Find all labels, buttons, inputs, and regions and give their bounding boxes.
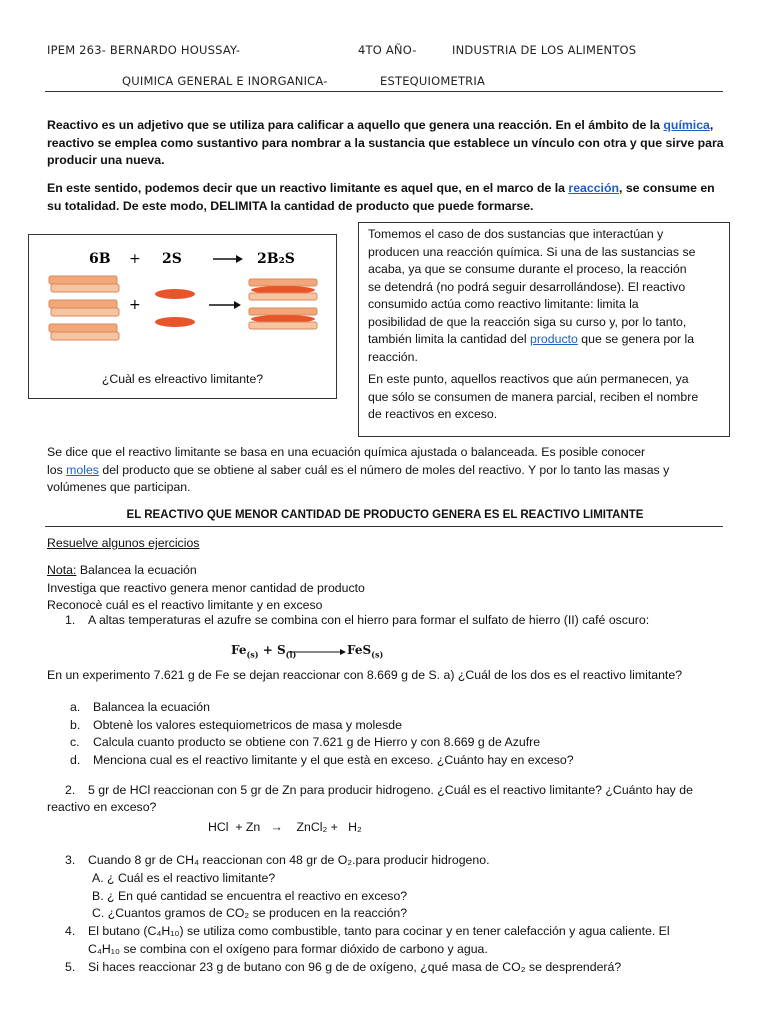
q3-sub-a: A. ¿ Cuál es el reactivo limitante? bbox=[92, 871, 276, 885]
sandwich-1 bbox=[249, 279, 317, 300]
figure-caption: ¿Cuàl es elreactivo limitante? bbox=[101, 372, 264, 386]
explanation-text: Tomemos el caso de dos sustancias que interactúan y producen una reacción química. Si una de las sustancias se acaba, ya que se consume durante el proceso, la reacción se detendrá (no podrá seguir desarrollándose). El reactivo consumido actúa como reactivo limitante: limita la posibilidad de que la reacción siga su curso y, por lo tanto, también limita la cantidad del producto que se genera por la reacción. En este punto, aquellos reactivos que aún permanecen, ya que sólo se consumen de manera parcial, reciben el nombre de reactivos en exceso. bbox=[368, 227, 699, 421]
q3-sub-b: B. ¿ En qué cantidad se encuentra el reactivo en exceso? bbox=[92, 888, 408, 903]
q2-text-2: reactivo en exceso? bbox=[47, 800, 157, 814]
figure-plus: + bbox=[129, 297, 141, 313]
disc-1 bbox=[155, 289, 195, 299]
q4-number: 4. bbox=[65, 924, 76, 938]
q2-number: 2. bbox=[65, 783, 76, 797]
eq-2s: 2S bbox=[162, 251, 182, 267]
balance-paragraph: Se dice que el reactivo limitante se basa en una ecuación química ajustada o balanceada. Es posible conocer los moles del producto que se obtiene al saber cuál es el número de moles del reactivo. Y por lo tanto las masas y volúmenes que participan. bbox=[47, 445, 670, 494]
exercises-title: Resuelve algunos ejercicios bbox=[47, 536, 200, 550]
header-course: INDUSTRIA DE LOS ALIMENTOS bbox=[452, 43, 637, 57]
q3-sub-c: C. ¿Cuantos gramos de CO₂ se producen en la reacción? bbox=[92, 906, 408, 920]
sandwich-2 bbox=[249, 308, 317, 329]
link-quimica[interactable]: química bbox=[663, 118, 710, 132]
q1-equation: $Fe_{(s)} + S_{(l)}$ bbox=[231, 643, 297, 660]
q1-sub-c: c. Calcula cuanto producto se obtiene con 7.621 g de Hierro y con 8.669 g de Azufre bbox=[70, 735, 541, 749]
eq-6b: 6B bbox=[89, 251, 111, 267]
link-reaccion[interactable]: reacción bbox=[568, 181, 619, 195]
q1-subitems bbox=[70, 699, 730, 769]
eq-arrowhead bbox=[236, 255, 243, 263]
link-producto[interactable]: producto bbox=[530, 332, 578, 346]
header-school: IPEM 263- BERNARDO HOUSSAY- bbox=[47, 43, 241, 57]
q1-arrow bbox=[288, 647, 348, 657]
header-topic: ESTEQUIOMETRIA bbox=[380, 74, 486, 88]
explanation-box bbox=[358, 222, 730, 437]
limiting-heading: EL REACTIVO QUE MENOR CANTIDAD DE PRODUCTO GENERA ES EL REACTIVO LIMITANTE bbox=[126, 509, 644, 521]
exercises-note: Nota: Balancea la ecuación Investiga que reactivo genera menor cantidad de producto Reconocè cuál es el reactivo limitante y en exceso bbox=[47, 563, 365, 612]
bread-stack-2 bbox=[49, 300, 119, 316]
q1-text: A altas temperaturas el azufre se combina con el hierro para formar el sulfato de hierro (II) café oscuro: bbox=[88, 613, 650, 627]
link-moles[interactable]: moles bbox=[66, 462, 99, 477]
q1-sub-d: d. Menciona cual es el reactivo limitante y el que està en exceso. ¿Cuánto hay en exceso? bbox=[70, 752, 574, 767]
q3-subitems bbox=[92, 870, 722, 923]
q2-text: 5 gr de HCl reaccionan con 5 gr de Zn para producir hidrogeno. ¿Cuál es el reactivo limitante? ¿Cuánto hay de bbox=[88, 783, 693, 797]
eq-plus: + bbox=[129, 251, 141, 267]
bread-stack-1 bbox=[49, 276, 119, 292]
q5-text: Si haces reaccionar 23 g de butano con 96 g de de oxígeno, ¿qué masa de CO₂ se desprenderá? bbox=[88, 960, 622, 974]
q5-number: 5. bbox=[65, 960, 76, 974]
q3-text: Cuando 8 gr de CH₄ reaccionan con 48 gr de O₂.para producir hidrogeno. bbox=[88, 853, 490, 867]
header-year: 4TO AÑO- bbox=[358, 43, 417, 57]
bread-stack-3 bbox=[49, 324, 119, 340]
figure-arrowhead bbox=[234, 301, 241, 309]
q1-sub-b: b. Obtenè los valores estequiometricos de masa y molesde bbox=[70, 717, 402, 732]
disc-2 bbox=[155, 317, 195, 327]
q3-number: 3. bbox=[65, 853, 76, 867]
q4-text: El butano (C₄H₁₀) se utiliza como combustible, tanto para cocinar y en tener calefacción y agua caliente. El C₄H₁₀ se combina con el oxígeno para formar dióxido de carbono y agua. bbox=[88, 924, 670, 956]
q2-equation: HCl + Zn → ZnCl₂ + H₂ bbox=[208, 820, 362, 834]
eq-2b2s: 2B₂S bbox=[257, 251, 295, 267]
heading-rule bbox=[45, 526, 723, 527]
q1-experiment: En un experimento 7.621 g de Fe se dejan reaccionar con 8.669 g de S. a) ¿Cuál de los dos es el reactivo limitante? bbox=[47, 668, 683, 682]
q1-number: 1. bbox=[65, 613, 76, 627]
header-subject: QUIMICA GENERAL E INORGANICA- bbox=[122, 74, 328, 88]
intro-paragraph-2: En este sentido, podemos decir que un reactivo limitante es aquel que, en el marco de la reacción, se consume en su totalidad. De este modo, DELIMITA la cantidad de producto que puede formarse. bbox=[47, 181, 715, 213]
header-rule bbox=[45, 91, 723, 92]
q1-product: FeS$_{(s)}$ bbox=[347, 643, 384, 660]
q1-sub-a: a. Balancea la ecuación bbox=[70, 700, 210, 714]
figure-box bbox=[28, 234, 337, 399]
intro-paragraph-1: Reactivo es un adjetivo que se utiliza para calificar a aquello que genera una reacción. En el ámbito de la química, reactivo se emplea como sustantivo para nombrar a la sustancia que establece un vínculo con otra y que sirve para producir una nueva. bbox=[47, 118, 724, 167]
sandwich-illustration bbox=[29, 235, 336, 365]
